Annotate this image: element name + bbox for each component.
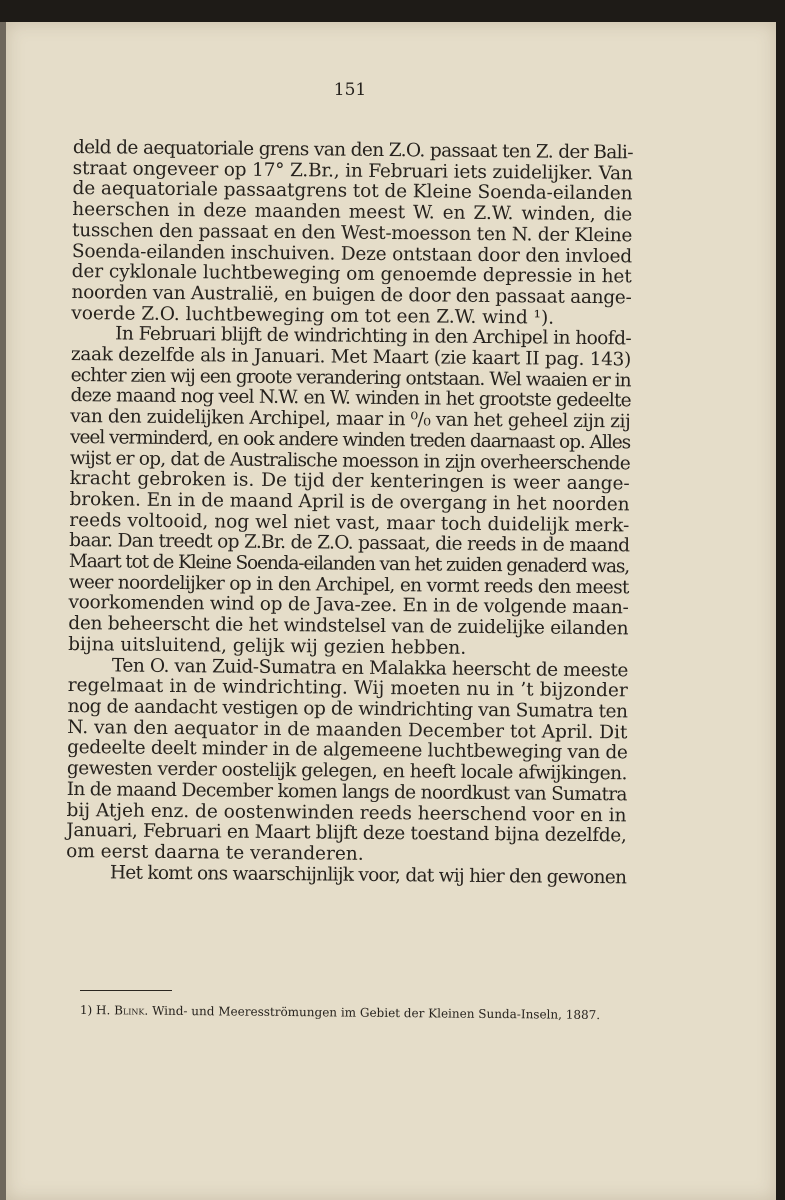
footnote-divider bbox=[80, 990, 172, 991]
page-number: 151 bbox=[333, 80, 367, 100]
text-line: N. van den aequator in de maanden December tot April. Dit bbox=[67, 716, 628, 744]
footnote-text: Wind- und Meeresströmungen im Gebiet der Kleinen Sunda-Inseln, 1887. bbox=[152, 1003, 601, 1022]
text-line: noorden van Australië, en buigen de door den passaat aange- bbox=[71, 281, 632, 309]
text-line: om eerst daarna te veranderen. bbox=[66, 840, 364, 865]
text-line: veel verminderd, en ook andere winden treden daarnaast op. Alles bbox=[70, 426, 631, 454]
text-line: Het komt ons waarschijnlijk voor, dat wij hier den gewonen bbox=[109, 861, 627, 888]
text-line: bij Atjeh enz. de oostenwinden reeds heerschend voor en in bbox=[66, 799, 627, 826]
text-line: reeds voltooid, nog wel niet vast, maar toch duidelijk merk- bbox=[69, 509, 630, 537]
text-line: In Februari blijft de windrichting in den Archipel in hoofd- bbox=[115, 323, 632, 350]
text-line: weer noordelijker op in den Archipel, en vormt reeds den meest bbox=[68, 571, 629, 599]
text-line: voorkomenden wind op de Java-zee. En in de volgende maan- bbox=[68, 592, 629, 619]
text-line: kracht gebroken is. De tijd der kenteringen is weer aange- bbox=[69, 468, 630, 495]
text-line: voerde Z.O. luchtbeweging om tot een Z.W. wind ¹). bbox=[71, 302, 555, 329]
text-line: deze maand nog veel N.W. en W. winden in het grootste gedeelte bbox=[70, 385, 631, 412]
text-line: straat ongeveer op 17° Z.Br., in Februari iets zuidelijker. Van bbox=[72, 157, 633, 185]
text-line: echter zien wij een groote verandering ontstaan. Wel waaien er in bbox=[70, 364, 631, 392]
text-line: van den zuidelijken Archipel, maar in ⁰/₀ van het geheel zijn zij bbox=[70, 406, 631, 433]
text-line: regelmaat in de windrichting. Wij moeten nu in ’t bijzonder bbox=[67, 675, 628, 702]
text-line: Maart tot de Kleine Soenda-eilanden van het zuiden genaderd was, bbox=[68, 551, 630, 578]
text-line: nog de aandacht vestigen op de windrichting van Sumatra ten bbox=[67, 695, 628, 723]
text-line: zaak dezelfde als in Januari. Met Maart (zie kaart II pag. 143) bbox=[70, 344, 631, 371]
text-line: der cyklonale luchtbeweging om genoemde depressie in het bbox=[71, 261, 632, 288]
text-line: gedeelte deelt minder in de algemeene luchtbeweging van de bbox=[67, 737, 628, 764]
text-line: de aequatoriale passaatgrens tot de Kleine Soenda-eilanden bbox=[72, 178, 633, 205]
text-line: Ten O. van Zuid-Sumatra en Malakka heerscht de meeste bbox=[111, 654, 629, 681]
footnote-marker: 1) bbox=[79, 1003, 93, 1018]
text-line: baar. Dan treedt op Z.Br. de Z.O. passaat, die reeds in de maand bbox=[69, 530, 630, 557]
text-line: heerschen in deze maanden meest W. en Z.W. winden, die bbox=[72, 199, 633, 226]
text-line: tusschen den passaat en den West-moesson ten N. der Kleine bbox=[72, 219, 633, 247]
footnote-author: H. Blink. bbox=[96, 1003, 149, 1018]
text-line: Soenda-eilanden inschuiven. Deze ontstaan door den invloed bbox=[71, 240, 632, 267]
text-line: broken. En in de maand April is de overgang in het noorden bbox=[69, 488, 630, 516]
text-line: gewesten verder oostelijk gelegen, en heeft locale afwijkingen. bbox=[66, 758, 628, 785]
text-line: deld de aequatoriale grens van den Z.O. passaat ten Z. der Bali- bbox=[72, 137, 633, 164]
text-line: Januari, Februari en Maart blijft deze toestand bijna dezelfde, bbox=[66, 820, 627, 847]
text-line: In de maand December komen langs de noordkust van Sumatra bbox=[66, 778, 627, 806]
body-text bbox=[66, 138, 633, 889]
text-line: bijna uitsluitend, gelijk wij gezien hebben. bbox=[68, 633, 467, 659]
text-line: wijst er op, dat de Australische moesson in zijn overheerschende bbox=[69, 447, 631, 474]
text-line: den beheerscht die het windstelsel van de zuidelijke eilanden bbox=[68, 613, 629, 640]
